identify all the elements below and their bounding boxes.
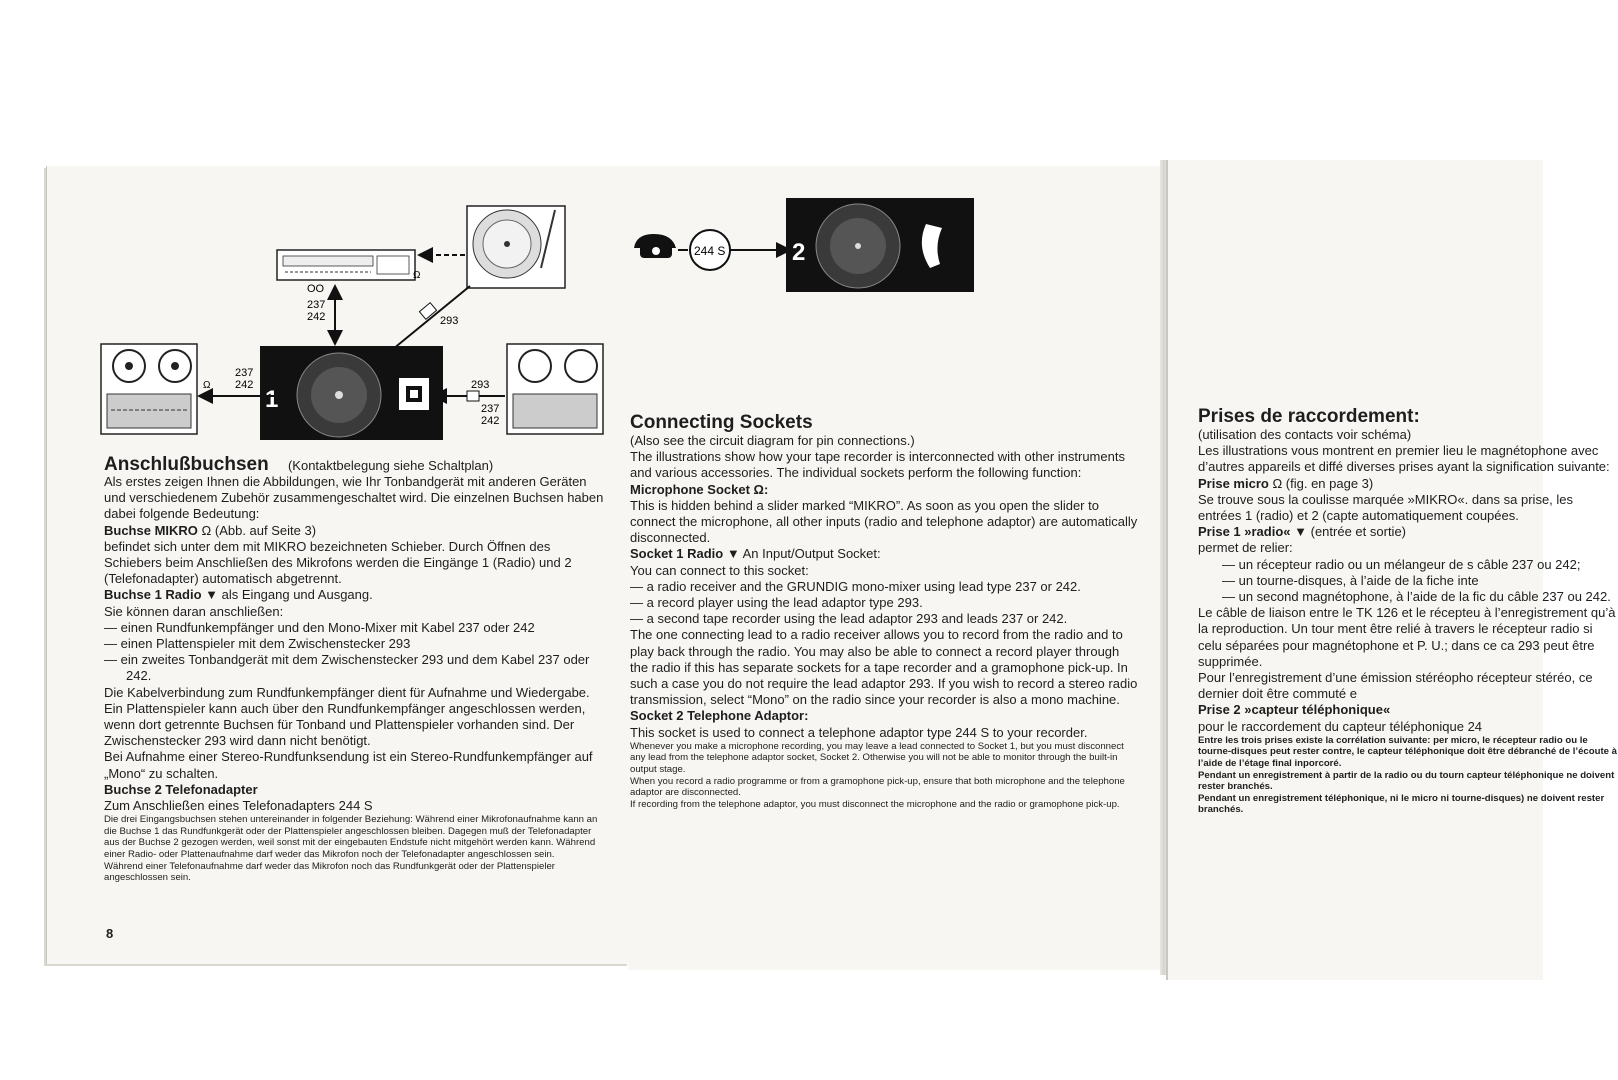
lead-242-right: 242 (481, 415, 500, 427)
list-item: — a radio receiver and the GRUNDIG mono-mixer using lead type 237 or 242. (630, 578, 1081, 594)
de-intro: Als erstes zeigen Ihnen die Abbildungen, wie Ihr Tonbandgerät mit anderen Geräten und verschiedenem Zubehör zusammengeschaltet wird. Die einzelnen Buchsen haben dabei folgende Bedeutung: (104, 474, 604, 522)
connection-diagram (95, 200, 575, 450)
record-player-icon (467, 206, 565, 288)
en-radio-line (630, 546, 1138, 562)
de-mikro-line (104, 523, 608, 539)
fr-tel-text: pour le raccordement du capteur téléphonique 24 (1198, 718, 1483, 734)
de-mikro-ref: (Abb. auf Seite 3) (214, 522, 317, 538)
telephone-adaptor-diagram (630, 196, 980, 296)
de-stereo-text: Bei Aufnahme einer Stereo-Rundfunksendung ist ein Stereo-Rundfunkempfänger auf „Mono“ zu schalten. (104, 749, 593, 781)
fr-stereo-text: Pour l’enregistrement d’une émission stéréopho récepteur stéréo, ce dernier doit être commuté e (1198, 670, 1593, 702)
socket-number-1: 1 (265, 386, 279, 413)
de-radio-text: als Eingang und Ausgang. (221, 587, 373, 603)
microphone-icon: Ω (1272, 475, 1283, 491)
en-subtitle: (Also see the circuit diagram for pin connections.) (630, 433, 915, 448)
tape-recorder-left-icon (101, 344, 197, 434)
english-column (630, 433, 1138, 810)
de-radio-line (104, 587, 608, 603)
microphone-icon: Ω (201, 522, 212, 538)
list-item: — ein zweites Tonbandgerät mit dem Zwischenstecker 293 und dem Kabel 237 oder 242. (104, 652, 590, 684)
lead-293-top: 293 (440, 315, 459, 327)
page-title-fr: Prises de raccordement: (1198, 406, 1420, 427)
en-note-3: If recording from the telephone adaptor, you must disconnect the microphone and the radio or gramophone pick-up. (630, 798, 1120, 810)
fr-note-2: Pendant un enregistrement à partir de la radio ou du tourn capteur téléphonique ne doivent rester branchés. (1198, 769, 1615, 793)
list-item: — einen Rundfunkempfänger und den Mono-Mixer mit Kabel 237 oder 242 (104, 619, 535, 635)
en-tel-text: This socket is used to connect a telephone adaptor type 244 S to your recorder. (630, 724, 1088, 740)
list-item: — un récepteur radio ou un mélangeur de s câble 237 ou 242; (1222, 556, 1581, 572)
fr-connect-intro: permet de relier: (1198, 540, 1293, 556)
fr-radio-head: Prise 1 »radio« (1198, 524, 1291, 540)
list-item: — a record player using the lead adaptor type 293. (630, 595, 923, 611)
tape-recorder-right-icon (507, 344, 603, 434)
list-item: — einen Plattenspieler mit dem Zwischenstecker 293 (104, 636, 411, 652)
fr-tel-head: Prise 2 »capteur téléphonique« (1198, 702, 1391, 718)
en-tel-head: Socket 2 Telephone Adaptor: (630, 708, 809, 724)
de-radio-head: Buchse 1 Radio (104, 587, 202, 603)
de-note-1: Die drei Eingangsbuchsen stehen untereinander in folgender Beziehung: Während einer Mikrofonaufnahme kann an die Buchse 1 das Rundfunkgerät oder der Plattenspieler angeschlossen bleiben. Dagegen muß der Telefonadapter aus der Buchse 2 gezogen werden, weil sonst mit der eingebauten Endstufe nicht mitgehört werden kann. Während einer Radio- oder Plattenaufnahme darf weder das Mikrofon noch der Telefonadapter angeschlossen sein. (104, 814, 598, 861)
telephone-icon (634, 234, 676, 258)
fr-subtitle: (utilisation des contacts voir schéma) (1198, 427, 1412, 442)
fr-micro-ref: (fig. en page 3) (1285, 475, 1374, 491)
adaptor-label: 244 S (694, 244, 726, 258)
title-de: Anschlußbuchsen (104, 454, 269, 475)
lead-242-top: 242 (307, 311, 326, 323)
svg-text:Ω: Ω (413, 270, 421, 281)
page-title-de (104, 454, 493, 476)
antenna-icon: ▼ (205, 587, 219, 603)
en-radio-text: An Input/Output Socket: (742, 546, 881, 562)
antenna-icon: ▼ (726, 546, 740, 562)
de-cable-text: Die Kabelverbindung zum Rundfunkempfänger dient für Aufnahme und Wiedergabe. Ein Plattenspieler kann auch über den Rundfunkempfänger angeschlossen werden, wenn dort getrennte Buchsen für Tonband und Plattenspieler vorhanden sind. Der Zwischenstecker 293 wird dann nicht benötigt. (104, 684, 590, 749)
german-column (104, 474, 608, 884)
fr-intro: Les illustrations vous montrent en premier lieu le magnétophone avec d’autres appareils et diffé diverses prises ayant la signification suivante: (1198, 443, 1610, 475)
list-item: — a second tape recorder using the lead adaptor 293 and leads 237 or 242. (630, 611, 1068, 627)
fr-note-1: Entre les trois prises existe la corrélation suivante: per micro, le récepteur radio ou le tourne-disques peut rester contre, le capteur téléphonique doit être débranché de l’écoute à l’aide de l’étage final inporcoré. (1198, 734, 1618, 770)
en-mic-text: This is hidden behind a slider marked “MIKRO”. As soon as you open the slider to connect the microphone, all other inputs (radio and telephone adaptor) are automatically disconnected. (630, 497, 1138, 546)
fr-micro-head: Prise micro (1198, 475, 1269, 491)
radio-receiver-icon (277, 250, 415, 280)
de-mikro-head: Buchse MIKRO (104, 522, 198, 538)
antenna-icon: ▼ (1294, 524, 1307, 540)
lead-242-left: 242 (235, 379, 254, 391)
microphone-icon: Ω: (753, 481, 769, 497)
lead-293-right: 293 (471, 379, 490, 391)
page-number: 8 (106, 926, 114, 941)
en-lead-text: The one connecting lead to a radio receiver allows you to record from the radio and to play back through the radio. You may also be able to connect a record player through the radio if this has separate sockets for a tape recorder and a gramophone pick-up. In such a case you do not require the lead adaptor 293. If you wish to record a stereo radio transmission, select “Mono” on the radio since your recorder is also a mono machine. (630, 627, 1138, 708)
fr-cable-text: Le câble de liaison entre le TK 126 et le récepteu à l’enregistrement qu’à la reproduction. Un tour ment être relié à travers le récepteur radio si celu séparées pour magnétophone et P. U.; dans ce ca 293 peut être supprimée. (1198, 605, 1616, 669)
en-radio-head: Socket 1 Radio (630, 546, 724, 562)
list-item: — un second magnétophone, à l’aide de la fic du câble 237 ou 242. (1222, 589, 1611, 605)
svg-text:OO: OO (307, 283, 325, 295)
svg-text:Ω: Ω (203, 380, 211, 391)
de-tel-head: Buchse 2 Telefonadapter (104, 781, 258, 797)
fr-micro-line (1198, 476, 1618, 492)
fr-note-3: Pendant un enregistrement téléphonique, ni le micro ni tourne-disques) ne doivent rester branchés. (1198, 792, 1605, 816)
fr-micro-text: Se trouve sous la coulisse marquée »MIKRO«. dans sa prise, les entrées 1 (radio) et 2 (capte automatiquement coupées. (1198, 491, 1574, 524)
lead-237-top: 237 (307, 299, 326, 311)
de-mikro-text: befindet sich unter dem mit MIKRO bezeichneten Schieber. Durch Öffnen des Schiebers beim Anschließen des Mikrofons werden die Eingänge 1 (Radio) und 2 (Telefonadapter) automatisch abgetrennt. (104, 538, 572, 587)
fr-radio-line (1198, 524, 1618, 540)
socket-panel (260, 346, 443, 440)
de-tel-text: Zum Anschließen eines Telefonadapters 244 S (104, 798, 373, 814)
en-connect-intro: You can connect to this socket: (630, 562, 809, 578)
fr-radio-text: (entrée et sortie) (1310, 524, 1406, 540)
de-connect-intro: Sie können daran anschließen: (104, 603, 284, 619)
de-note-2: Während einer Telefonaufnahme darf weder das Mikrofon noch das Rundfunkgerät oder der Plattenspieler angeschlossen sein. (104, 860, 555, 884)
lead-237-right: 237 (481, 403, 500, 415)
en-note-2: When you record a radio programme or from a gramophone pick-up, ensure that both microphone and the telephone adaptor are disconnected. (630, 775, 1125, 799)
page-title-en: Connecting Sockets (630, 412, 813, 433)
en-mic-line (630, 482, 1138, 498)
french-column (1198, 427, 1618, 816)
list-item: — un tourne-disques, à l’aide de la fiche inte (1222, 572, 1479, 588)
en-intro: The illustrations show how your tape recorder is interconnected with other instruments and various accessories. The individual sockets perform the following function: (630, 449, 1125, 481)
en-mic-head: Microphone Socket (630, 481, 750, 497)
en-note-1: Whenever you make a microphone recording, you may leave a lead connected to Socket 1, but you must disconnect any lead from the telephone adaptor socket, Socket 2. Otherwise you will not be able to monitor through the built-in output stage. (630, 740, 1124, 776)
title-note-de: (Kontaktbelegung siehe Schaltplan) (287, 458, 494, 473)
socket-number-2: 2 (792, 239, 806, 266)
lead-237-left: 237 (235, 367, 254, 379)
